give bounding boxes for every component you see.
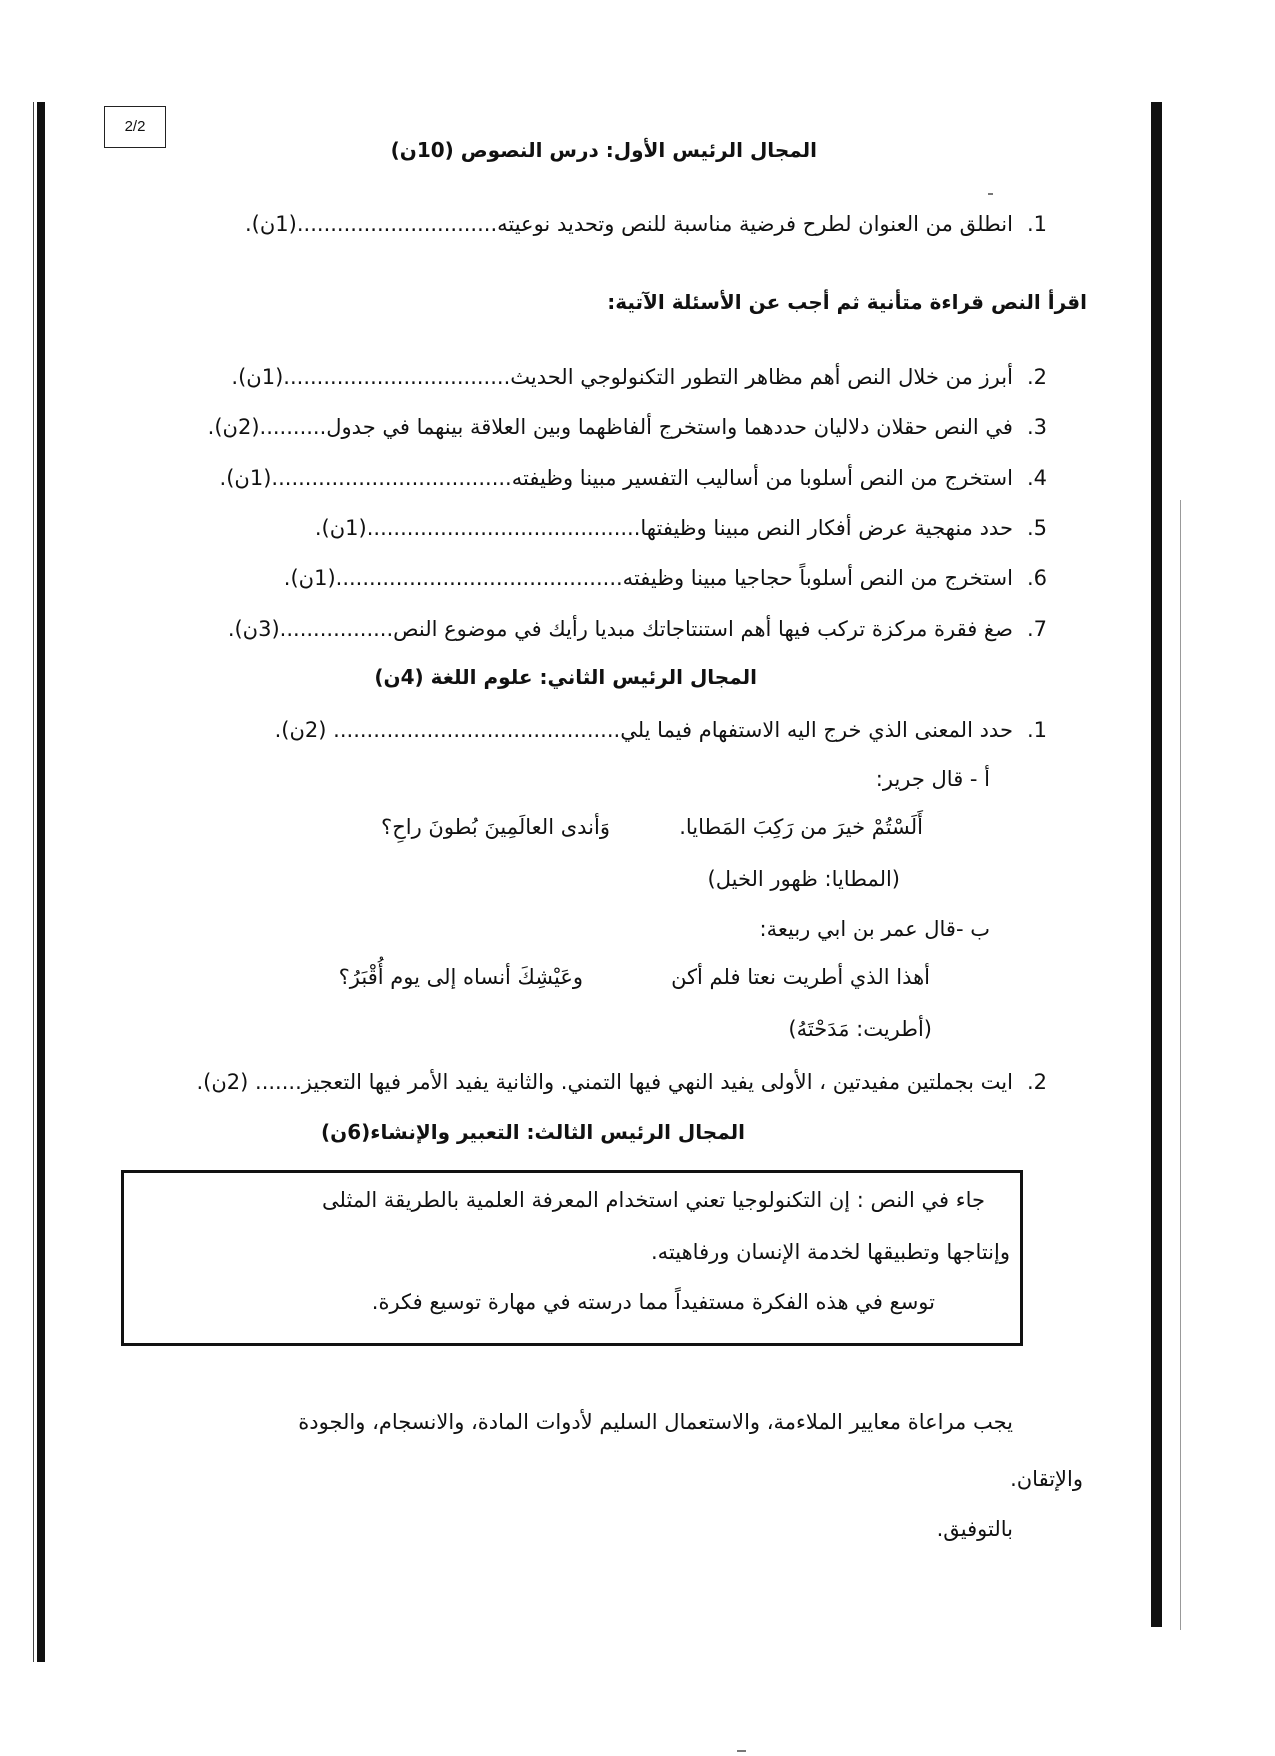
left-margin-rule <box>37 102 45 1662</box>
section1-question-4 <box>220 466 1047 490</box>
question-text: حدد منهجية عرض أفكار النص مبينا وظيفتها.........................................(1ن). <box>314 516 1013 540</box>
question-text: استخرج من النص أسلوبا من أساليب التفسير مبينا وظيفته....................................(1ن). <box>219 466 1013 490</box>
question-text: ايت بجملتين مفيدتين ، الأولى يفيد النهي فيها التمني. والثانية يفيد الأمر فيها التعجيز....... (2ن). <box>196 1070 1013 1094</box>
essay-prompt-line-2: وإنتاجها وتطبيقها لخدمة الإنسان ورفاهيته. <box>651 1240 1010 1264</box>
question-text: صغ فقرة مركزة تركب فيها أهم استنتاجاتك مبديا رأيك في موضوع النص.................(3ن). <box>227 617 1013 641</box>
verse-a-gloss: (المطايا: ظهور الخيل) <box>707 867 900 891</box>
section1-question-6 <box>284 566 1047 590</box>
verse-b-first-hemistich: أهذا الذي أطريت نعتا فلم أكن <box>671 965 930 989</box>
question-number: 6. <box>1026 566 1047 590</box>
question-number: 7. <box>1026 617 1047 641</box>
right-margin-rule <box>1151 102 1162 1627</box>
question-number: 4. <box>1026 466 1047 490</box>
section2-part-b-label: ب -قال عمر بن ابي ربيعة: <box>759 917 990 941</box>
grading-criteria-line-1: يجب مراعاة معايير الملاءمة، والاستعمال السليم لأدوات المادة، والانسجام، والجودة <box>298 1410 1013 1434</box>
question-number: 3. <box>1026 415 1047 439</box>
page-number-box <box>104 106 166 148</box>
grading-criteria-line-2: والإتقان. <box>1010 1467 1083 1491</box>
section1-question-1 <box>245 212 1047 236</box>
question-number: 1. <box>1026 212 1047 236</box>
right-margin-thin-rule <box>1180 500 1181 1630</box>
verse-a-first-hemistich: أَلَسْتُمْ خيرَ من رَكِبَ المَطايا. <box>679 815 923 839</box>
section2-question-2 <box>196 1070 1047 1094</box>
question-text: في النص حقلان دلاليان حددهما واستخرج ألفاظهما وبين العلاقة بينهما في جدول..........(2ن). <box>207 415 1013 439</box>
section2-title: المجال الرئيس الثاني: علوم اللغة (4ن) <box>374 665 757 689</box>
essay-prompt-line-1: جاء في النص : إن التكنولوجيا تعني استخدام المعرفة العلمية بالطريقة المثلى <box>322 1188 985 1212</box>
section1-title: المجال الرئيس الأول: درس النصوص (10ن) <box>390 138 817 162</box>
question-text: استخرج من النص أسلوباً حجاجيا مبينا وظيفته...........................................(1ن). <box>283 566 1013 590</box>
verse-b-second-hemistich: وعَيْشِكَ أنساه إلى يوم أُقْبَرُ؟ <box>338 965 583 989</box>
section1-question-3 <box>208 415 1047 439</box>
verse-a-second-hemistich: وَأندى العالَمِينَ بُطونَ راحِ؟ <box>381 815 610 839</box>
question-text: حدد المعنى الذي خرج اليه الاستفهام فيما يلي........................................... (2ن). <box>274 718 1013 742</box>
scan-artifact <box>737 1750 746 1752</box>
section2-part-a-label: أ - قال جرير: <box>875 767 990 791</box>
question-number: 5. <box>1026 516 1047 540</box>
essay-prompt-line-3: توسع في هذه الفكرة مستفيداً مما درسته في مهارة توسيع فكرة. <box>371 1290 935 1314</box>
question-number: 1. <box>1026 718 1047 742</box>
verse-b-gloss: (أطريت: مَدَحْتَهُ) <box>788 1017 932 1041</box>
question-number: 2. <box>1026 365 1047 389</box>
section1-instruction: اقرأ النص قراءة متأنية ثم أجب عن الأسئلة الآتية: <box>607 290 1087 314</box>
scan-artifact <box>988 193 993 195</box>
question-number: 2. <box>1026 1070 1047 1094</box>
section3-title: المجال الرئيس الثالث: التعبير والإنشاء(6ن) <box>320 1120 745 1144</box>
section1-question-7 <box>228 617 1047 641</box>
section2-question-1 <box>275 718 1047 742</box>
page-number: 2/2 <box>124 118 146 135</box>
section1-question-5 <box>315 516 1047 540</box>
section1-question-2 <box>231 365 1047 389</box>
question-text: انطلق من العنوان لطرح فرضية مناسبة للنص وتحديد نوعيته..............................(1ن). <box>245 212 1013 236</box>
question-text: أبرز من خلال النص أهم مظاهر التطور التكنولوجي الحديث..................................(1ن). <box>231 365 1013 389</box>
left-margin-thin-rule <box>33 102 34 1662</box>
closing-good-luck: بالتوفيق. <box>936 1517 1013 1541</box>
